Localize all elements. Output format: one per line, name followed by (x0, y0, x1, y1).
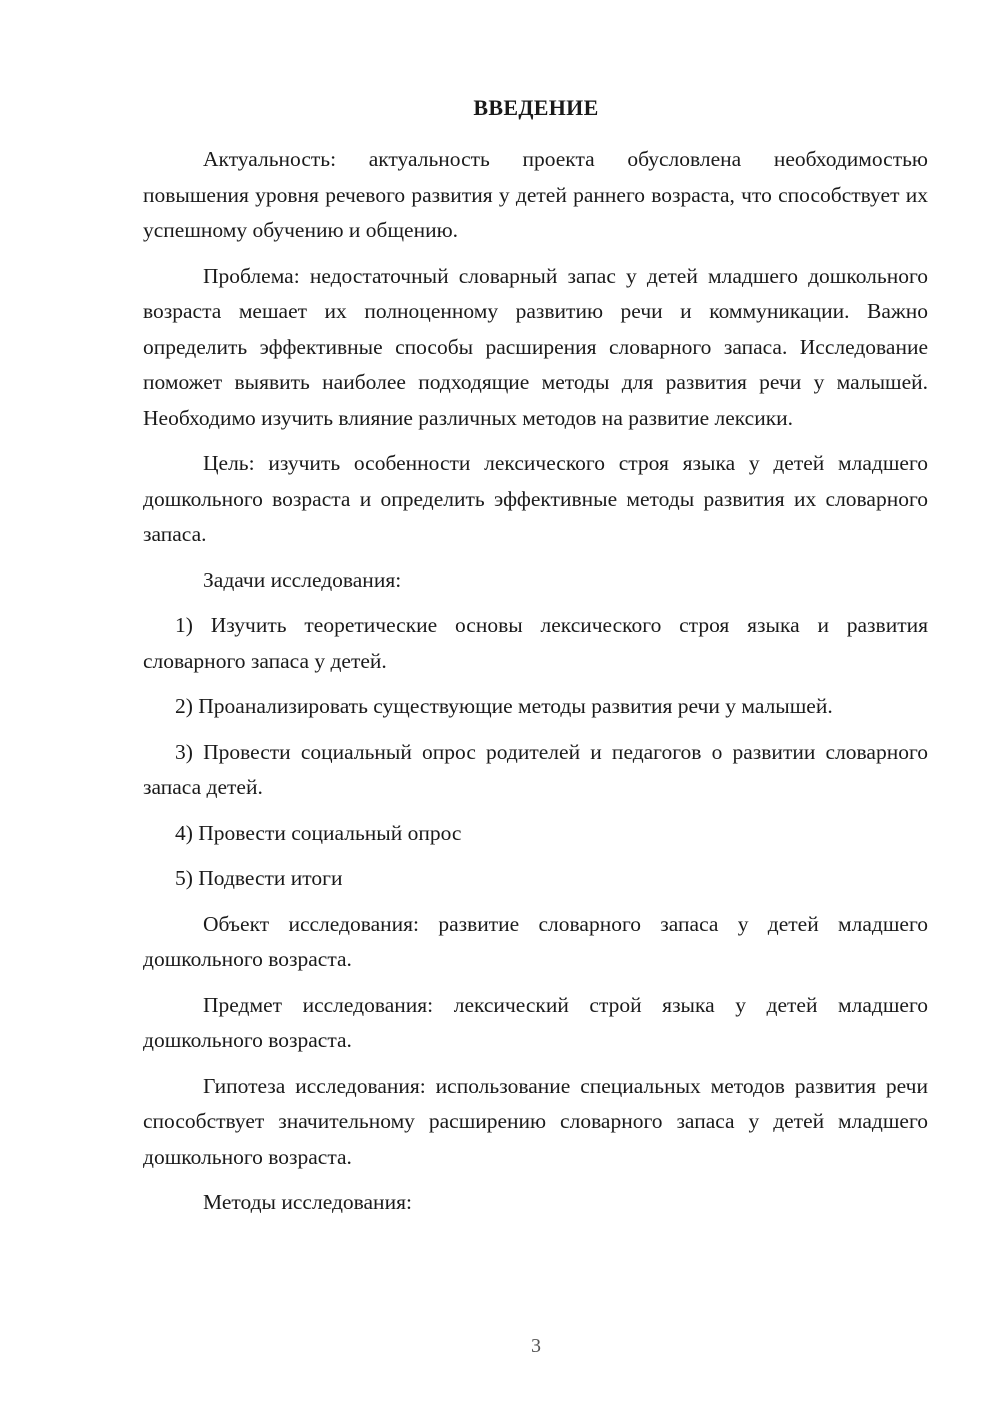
document-body (143, 142, 928, 1231)
list-item-task-1: 1) Изучить теоретические основы лексического строя языка и развития словарного запаса у детей. (143, 613, 928, 673)
list-item-task-3: 3) Провести социальный опрос родителей и педагогов о развитии словарного запаса детей. (143, 739, 928, 799)
list-item-task-5: 5) Подвести итоги (175, 866, 343, 890)
paragraph-problem: Проблема: недостаточный словарный запас у детей младшего дошкольного возраста мешает их полноценному развитию речи и коммуникации. Важно определить эффективные способы расширения словарного запаса. Исследование поможет выявить наиболее подходящие методы для развития речи у малышей. Необходимо изучить влияние различных методов на развитие лексики. (143, 263, 928, 430)
paragraph-tasks-heading: Задачи исследования: (203, 567, 402, 592)
list-item-task-4: 4) Провести социальный опрос (175, 820, 462, 845)
paragraph-hypothesis: Гипотеза исследования: использование специальных методов развития речи способствует значительному расширению словарного запаса у детей младшего дошкольного возраста. (143, 1073, 928, 1169)
paragraph-subject: Предмет исследования: лексический строй языка у детей младшего дошкольного возраста. (143, 992, 928, 1052)
list-item-task-2: 2) Проанализировать существующие методы развития речи у малышей. (175, 694, 833, 718)
page-number: 3 (531, 1335, 541, 1357)
paragraph-object: Объект исследования: развитие словарного запаса у детей младшего дошкольного возраста. (143, 911, 928, 971)
paragraph-methods: Методы исследования: (203, 1190, 412, 1214)
page-title: ВВЕДЕНИЕ (473, 95, 599, 120)
paragraph-relevance: Актуальность: актуальность проекта обусловлена необходимостью повышения уровня речевого развития у детей раннего возраста, что способствует их успешному обучению и общению. (143, 147, 928, 242)
paragraph-goal: Цель: изучить особенности лексического строя языка у детей младшего дошкольного возраста и определить эффективные методы развития их словарного запаса. (143, 451, 928, 546)
